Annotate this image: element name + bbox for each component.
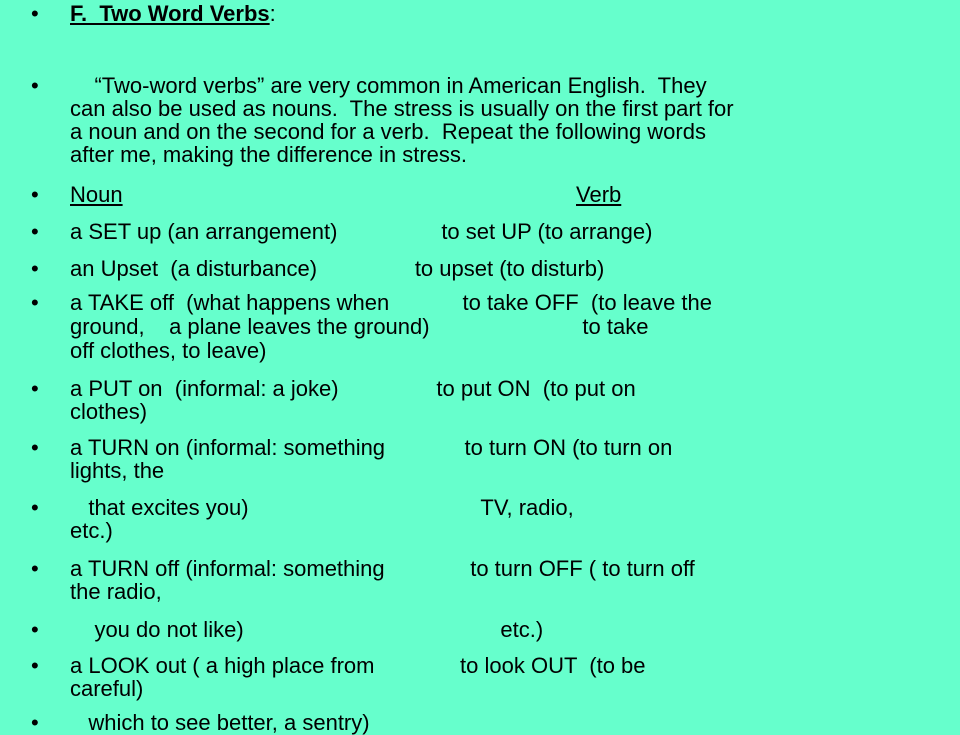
- list-item-line: a PUT on (informal: a joke) to put ON (to put on: [70, 376, 636, 401]
- bullet: •: [31, 376, 39, 401]
- list-item-line: a LOOK out ( a high place from to look OUT (to be: [70, 653, 646, 678]
- list-item-line: clothes): [70, 399, 148, 424]
- list-item-line: a TURN off (informal: something to turn OFF ( to turn off: [70, 556, 695, 581]
- bullet: •: [31, 495, 39, 520]
- bullet: •: [31, 290, 39, 315]
- bullet: •: [31, 435, 39, 460]
- noun-column-header: Noun: [70, 182, 123, 207]
- paragraph-line: after me, making the difference in stress.: [70, 142, 467, 167]
- heading-colon: :: [269, 1, 276, 26]
- list-item-line: ground, a plane leaves the ground) to take: [70, 314, 649, 339]
- bullet: •: [31, 710, 39, 735]
- list-item-line: lights, the: [70, 458, 165, 483]
- heading-title: F. Two Word Verbs: [70, 1, 270, 26]
- list-item-line: a TURN on (informal: something to turn ON (to turn on: [70, 435, 673, 460]
- bullet: •: [31, 617, 39, 642]
- list-item-line: a SET up (an arrangement) to set UP (to arrange): [70, 219, 653, 244]
- verb-column-header: Verb: [576, 182, 622, 207]
- list-item-line: a TAKE off (what happens when to take OFF (to leave the: [70, 290, 712, 315]
- list-item-line: off clothes, to leave): [70, 338, 267, 363]
- list-item-line: an Upset (a disturbance) to upset (to disturb): [70, 256, 605, 281]
- list-item-line: that excites you) TV, radio,: [70, 495, 574, 520]
- list-item-line: the radio,: [70, 579, 162, 604]
- bullet: •: [31, 1, 39, 26]
- paragraph-line: can also be used as nouns. The stress is usually on the first part for: [70, 96, 734, 121]
- bullet: •: [31, 219, 39, 244]
- bullet: •: [31, 182, 39, 207]
- bullet: •: [31, 653, 39, 678]
- paragraph-line: a noun and on the second for a verb. Repeat the following words: [70, 119, 706, 144]
- slide-heading: [70, 2, 276, 25]
- bullet: •: [31, 256, 39, 281]
- list-item-line: you do not like) etc.): [70, 617, 544, 642]
- list-item-line: etc.): [70, 518, 113, 543]
- list-item-line: which to see better, a sentry): [70, 710, 370, 735]
- bullet: •: [31, 556, 39, 581]
- paragraph-line: “Two-word verbs” are very common in American English. They: [70, 73, 707, 98]
- bullet: •: [31, 73, 39, 98]
- list-item-line: careful): [70, 676, 144, 701]
